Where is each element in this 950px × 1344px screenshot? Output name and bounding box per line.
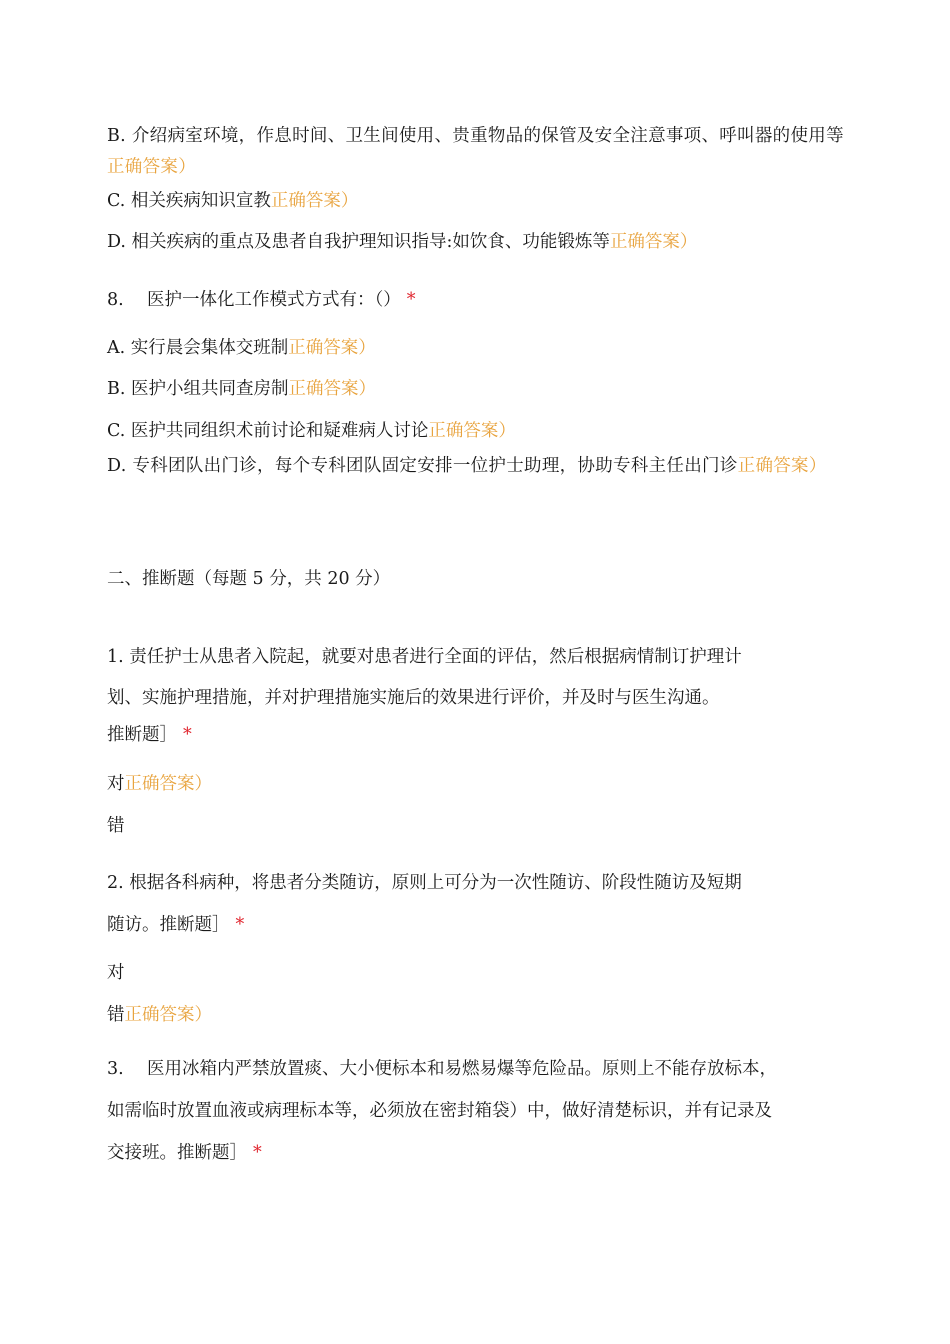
option-text: 错 xyxy=(107,1005,125,1025)
required-mark: * xyxy=(406,290,416,310)
q8-option-c[interactable] xyxy=(107,416,845,446)
option-text: A. 实行晨会集体交班制 xyxy=(107,338,289,358)
correct-answer-label: 正确答案） xyxy=(124,1005,212,1025)
required-mark: * xyxy=(235,915,245,935)
q8-option-d[interactable] xyxy=(107,453,845,480)
option-text: D. 相关疾病的重点及患者自我护理知识指导:如饮食、功能锻炼等 xyxy=(107,232,610,252)
tf1-line2: 划、实施护理措施，并对护理措施实施后的效果进行评价，并及时与医生沟通。 xyxy=(107,688,720,708)
q7-option-d[interactable] xyxy=(107,227,845,257)
correct-answer-label: 正确答案） xyxy=(288,379,376,399)
required-mark: * xyxy=(183,725,192,745)
required-mark: * xyxy=(253,1143,262,1163)
correct-answer-label: 正确答案） xyxy=(107,157,196,177)
tf3-line2: 如需临时放置血液或病理标本等，必须放在密封箱袋）中，做好清楚标识，并有记录及 xyxy=(107,1101,772,1121)
question-type-label: 交接班。推断题］ xyxy=(107,1143,247,1163)
q7-option-c[interactable] xyxy=(107,186,845,216)
question-number: 8. xyxy=(107,290,124,310)
tf1-line1: 1. 责任护士从患者入院起，就要对患者进行全面的评估，然后根据病情制订护理计 xyxy=(107,647,742,667)
correct-answer-label: 正确答案） xyxy=(428,421,516,441)
correct-answer-label: 正确答案） xyxy=(270,191,359,211)
question-text: 医用冰箱内严禁放置痰、大小便标本和易燃易爆等危险品。原则上不能存放标本， xyxy=(147,1059,777,1079)
correct-answer-label: 正确答案） xyxy=(288,338,376,358)
option-text: 对 xyxy=(107,963,125,983)
tf1-option-true[interactable] xyxy=(107,769,845,799)
question-text: 随访。推断题］ xyxy=(107,915,230,935)
option-text: 错 xyxy=(107,816,125,836)
tf2-option-false[interactable] xyxy=(107,1000,845,1030)
correct-answer-label: 正确答案） xyxy=(609,232,698,252)
tf1-line3 xyxy=(107,720,845,750)
option-text: B. 医护小组共同查房制 xyxy=(107,379,289,399)
option-text: D. 专科团队出门诊，每个专科团队固定安排一位护士助理，协助专科主任出门诊 xyxy=(107,456,738,476)
tf2-line1: 2. 根据各科病种，将患者分类随访，原则上可分为一次性随访、阶段性随访及短期 xyxy=(107,873,742,893)
tf3-line3 xyxy=(107,1138,845,1168)
tf2-option-true[interactable] xyxy=(107,958,845,988)
option-text: C. 相关疾病知识宣教 xyxy=(107,191,271,211)
question-number: 3. xyxy=(107,1059,124,1079)
question-type-label: 推断题］ xyxy=(107,725,177,745)
option-text: 对 xyxy=(107,774,125,794)
q8-option-b[interactable] xyxy=(107,374,845,404)
q8-question xyxy=(107,285,845,315)
q8-option-a[interactable] xyxy=(107,333,845,363)
question-text: 医护一体化工作模式方式有：（） xyxy=(147,290,401,310)
q7-option-b[interactable] xyxy=(107,121,845,183)
tf3-line1 xyxy=(107,1054,845,1084)
tf2-line2 xyxy=(107,910,845,940)
option-text: B. 介绍病室环境，作息时间、卫生间使用、贵重物品的保管及安全注意事项、呼叫器的使用等 xyxy=(107,126,844,146)
correct-answer-label: 正确答案） xyxy=(124,774,212,794)
correct-answer-label: 正确答案） xyxy=(737,456,827,476)
tf1-option-false[interactable] xyxy=(107,811,845,841)
section-title: 二、推断题（每题 5 分，共 20 分） xyxy=(107,569,391,589)
option-text: C. 医护共同组织术前讨论和疑难病人讨论 xyxy=(107,421,429,441)
